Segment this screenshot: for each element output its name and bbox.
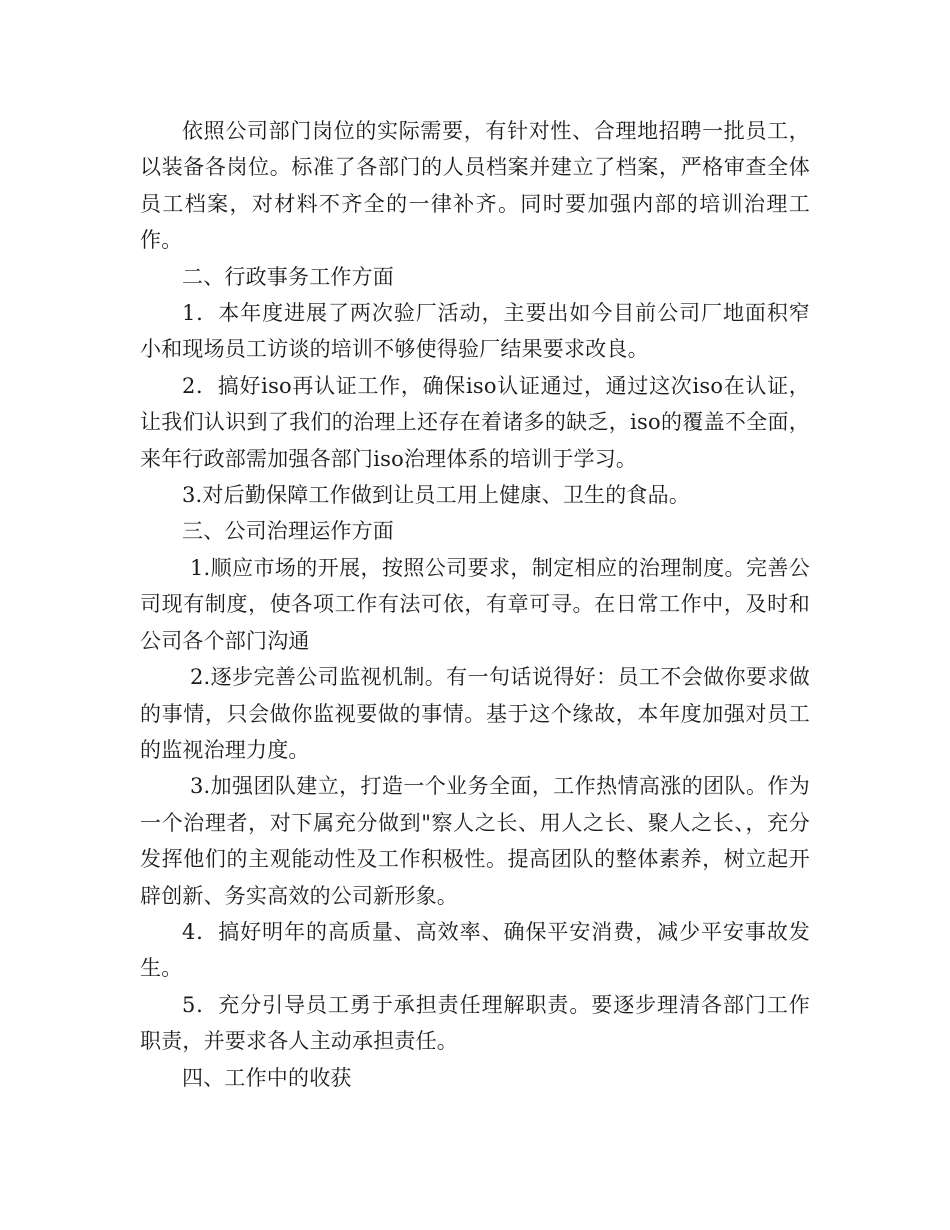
paragraph-team-building: 3.加强团队建立，打造一个业务全面，工作热情高涨的团队。作为一个治理者，对下属充分做到"察人之长、用人之长、聚人之长、，充分发挥他们的主观能动性及工作积极性。提高团队的整体素养，树立起开辟创新、务实高效的公司新形象。: [140, 774, 810, 908]
paragraph-regulations: 1.顺应市场的开展，按照公司要求，制定相应的治理制度。完善公司现有制度，使各项工作有法可依，有章可寻。在日常工作中，及时和公司各个部门沟通: [140, 555, 810, 653]
section-heading-gains: 四、工作中的收获: [182, 1065, 352, 1090]
paragraph-logistics: 3.对后勤保障工作做到让员工用上健康、卫生的食品。: [182, 483, 691, 508]
section-heading-management: 三、公司治理运作方面: [182, 519, 394, 544]
document-body: [140, 113, 810, 1096]
paragraph-iso: 2．搞好iso再认证工作，确保iso认证通过，通过这次iso在认证，让我们认识到了我们的治理上还存在着诸多的缺乏，iso的覆盖不全面，来年行政部需加强各部门iso治理体系的培训于学习。: [140, 373, 810, 471]
paragraph-factory-audit: 1．本年度进展了两次验厂活动，主要出如今目前公司厂地面积窄小和现场员工访谈的培训不够使得验厂结果要求改良。: [140, 301, 810, 362]
paragraph-responsibility: 5．充分引导员工勇于承担责任理解职责。要逐步理清各部门工作职责，并要求各人主动承担责任。: [140, 992, 810, 1054]
paragraph-supervision: 2.逐步完善公司监视机制。有一句话说得好：员工不会做你要求做的事情，只会做你监视要做的事情。基于这个缘故，本年度加强对员工的监视治理力度。: [140, 665, 810, 762]
paragraph-recruitment: 依照公司部门岗位的实际需要，有针对性、合理地招聘一批员工，以装备各岗位。标准了各部门的人员档案并建立了档案，严格审查全体员工档案，对材料不齐全的一律补齐。同时要加强内部的培训治理工作。: [140, 119, 810, 253]
paragraph-safety: 4．搞好明年的高质量、高效率、确保平安消费，减少平安事故发生。: [140, 919, 810, 981]
section-heading-admin: 二、行政事务工作方面: [182, 264, 394, 289]
